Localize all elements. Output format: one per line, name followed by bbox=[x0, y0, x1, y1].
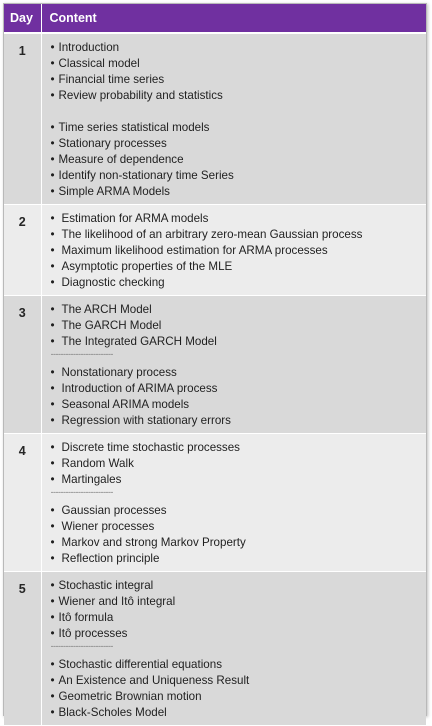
list-item-text: Estimation for ARMA models bbox=[61, 212, 209, 225]
list-item bbox=[51, 152, 423, 168]
day-number: 5 bbox=[4, 572, 41, 726]
list-item-text: Gaussian processes bbox=[61, 504, 167, 517]
bullet-icon: • bbox=[50, 611, 55, 624]
list-item-text: The Integrated GARCH Model bbox=[61, 335, 217, 348]
bullet-icon: • bbox=[50, 658, 55, 671]
bullet-icon: • bbox=[50, 674, 55, 687]
day-number: 2 bbox=[4, 205, 41, 296]
day-number: 3 bbox=[4, 296, 41, 434]
list-item-text: Markov and strong Markov Property bbox=[61, 536, 246, 549]
day-content-cell bbox=[41, 205, 426, 296]
day-content-cell bbox=[41, 296, 426, 434]
course-schedule-table-frame bbox=[3, 3, 427, 719]
list-item-text: Regression with stationary errors bbox=[61, 414, 231, 427]
bullet-icon: • bbox=[50, 121, 55, 134]
bullet-icon: • bbox=[50, 276, 55, 289]
list-item-text: Black-Scholes Model bbox=[58, 706, 167, 719]
day-content-cell bbox=[41, 33, 426, 205]
bullet-icon: • bbox=[50, 89, 55, 102]
list-item bbox=[51, 381, 423, 397]
list-item-text: Seasonal ARIMA models bbox=[61, 398, 190, 411]
list-item-text: Diagnostic checking bbox=[61, 276, 165, 289]
list-item-text: Financial time series bbox=[58, 73, 165, 86]
bullet-icon: • bbox=[50, 504, 55, 517]
table-header-row bbox=[4, 4, 426, 33]
list-item bbox=[51, 535, 423, 551]
list-item-text: Simple ARMA Models bbox=[58, 185, 170, 198]
list-item-text: Random Walk bbox=[61, 457, 134, 470]
group-gap bbox=[51, 104, 423, 120]
list-item-text: Introduction bbox=[58, 41, 120, 54]
header-content: Content bbox=[41, 4, 426, 33]
table-row bbox=[4, 572, 426, 726]
bullet-icon: • bbox=[50, 382, 55, 395]
list-item-text: The ARCH Model bbox=[61, 303, 152, 316]
bullet-icon: • bbox=[50, 441, 55, 454]
bullet-icon: • bbox=[50, 169, 55, 182]
list-item bbox=[51, 413, 423, 429]
list-item-text: Review probability and statistics bbox=[58, 89, 223, 102]
list-item-text: Martingales bbox=[61, 473, 122, 486]
table-row bbox=[4, 205, 426, 296]
topic-group bbox=[51, 40, 423, 104]
bullet-icon: • bbox=[50, 457, 55, 470]
list-item-text: Itô formula bbox=[58, 611, 114, 624]
list-item bbox=[51, 503, 423, 519]
topic-group bbox=[51, 578, 423, 642]
group-separator: ------------------------- bbox=[50, 350, 113, 359]
list-item bbox=[51, 397, 423, 413]
list-item-text: Wiener and Itô integral bbox=[58, 595, 176, 608]
bullet-icon: • bbox=[50, 579, 55, 592]
header-day: Day bbox=[4, 4, 41, 33]
bullet-icon: • bbox=[50, 595, 55, 608]
bullet-icon: • bbox=[50, 57, 55, 70]
list-item-text: Discrete time stochastic processes bbox=[61, 441, 240, 454]
list-item-text: Nonstationary process bbox=[61, 366, 177, 379]
list-item bbox=[51, 626, 423, 642]
list-item bbox=[51, 689, 423, 705]
bullet-icon: • bbox=[50, 398, 55, 411]
table-row bbox=[4, 434, 426, 572]
bullet-icon: • bbox=[50, 137, 55, 150]
list-item-text: Itô processes bbox=[58, 627, 128, 640]
group-separator: ------------------------- bbox=[50, 642, 113, 651]
bullet-icon: • bbox=[50, 552, 55, 565]
list-item bbox=[51, 275, 423, 291]
bullet-icon: • bbox=[50, 244, 55, 257]
bullet-icon: • bbox=[50, 690, 55, 703]
list-item bbox=[51, 594, 423, 610]
list-item bbox=[51, 673, 423, 689]
bullet-icon: • bbox=[50, 473, 55, 486]
list-item bbox=[51, 168, 423, 184]
day-number: 1 bbox=[4, 33, 41, 205]
list-item-text: An Existence and Uniqueness Result bbox=[58, 674, 250, 687]
list-item-text: Wiener processes bbox=[61, 520, 155, 533]
topic-group bbox=[51, 440, 423, 488]
list-item-text: Reflection principle bbox=[61, 552, 160, 565]
bullet-icon: • bbox=[50, 414, 55, 427]
day-content-cell bbox=[41, 572, 426, 726]
list-item-text: Identify non-stationary time Series bbox=[58, 169, 234, 182]
list-item bbox=[51, 72, 423, 88]
bullet-icon: • bbox=[50, 706, 55, 719]
bullet-icon: • bbox=[50, 536, 55, 549]
topic-group bbox=[51, 120, 423, 200]
topic-group bbox=[51, 657, 423, 721]
bullet-icon: • bbox=[50, 41, 55, 54]
list-item bbox=[51, 227, 423, 243]
bullet-icon: • bbox=[50, 335, 55, 348]
list-item-text: Geometric Brownian motion bbox=[58, 690, 202, 703]
list-item bbox=[51, 243, 423, 259]
bullet-icon: • bbox=[50, 185, 55, 198]
table-body bbox=[4, 33, 426, 726]
list-item bbox=[51, 56, 423, 72]
bullet-icon: • bbox=[50, 303, 55, 316]
list-item bbox=[51, 578, 423, 594]
list-item bbox=[51, 440, 423, 456]
list-item-text: Stochastic differential equations bbox=[58, 658, 222, 671]
bullet-icon: • bbox=[50, 627, 55, 640]
day-number: 4 bbox=[4, 434, 41, 572]
list-item-text: Measure of dependence bbox=[58, 153, 184, 166]
list-item bbox=[51, 120, 423, 136]
list-item-text: Classical model bbox=[58, 57, 140, 70]
bullet-icon: • bbox=[50, 212, 55, 225]
table-row bbox=[4, 33, 426, 205]
list-item-text: Stationary processes bbox=[58, 137, 167, 150]
bullet-icon: • bbox=[50, 153, 55, 166]
list-item bbox=[51, 334, 423, 350]
list-item bbox=[51, 302, 423, 318]
topic-group bbox=[51, 503, 423, 567]
bullet-icon: • bbox=[50, 520, 55, 533]
list-item-text: The GARCH Model bbox=[61, 319, 162, 332]
list-item bbox=[51, 259, 423, 275]
list-item bbox=[51, 657, 423, 673]
list-item bbox=[51, 610, 423, 626]
topic-group bbox=[51, 302, 423, 350]
list-item bbox=[51, 472, 423, 488]
list-item bbox=[51, 705, 423, 721]
topic-group bbox=[51, 211, 423, 291]
list-item bbox=[51, 88, 423, 104]
list-item bbox=[51, 211, 423, 227]
list-item-text: Time series statistical models bbox=[58, 121, 210, 134]
list-item bbox=[51, 456, 423, 472]
table-row bbox=[4, 296, 426, 434]
list-item bbox=[51, 365, 423, 381]
day-content-cell bbox=[41, 434, 426, 572]
bullet-icon: • bbox=[50, 319, 55, 332]
list-item-text: Maximum likelihood estimation for ARMA processes bbox=[61, 244, 328, 257]
list-item-text: Asymptotic properties of the MLE bbox=[61, 260, 233, 273]
topic-group bbox=[51, 365, 423, 429]
list-item bbox=[51, 40, 423, 56]
list-item bbox=[51, 184, 423, 200]
list-item-text: Introduction of ARIMA process bbox=[61, 382, 218, 395]
list-item bbox=[51, 318, 423, 334]
list-item-text: The likelihood of an arbitrary zero-mean Gaussian process bbox=[61, 228, 363, 241]
list-item-text: Stochastic integral bbox=[58, 579, 154, 592]
group-separator: ------------------------- bbox=[50, 488, 113, 497]
bullet-icon: • bbox=[50, 228, 55, 241]
list-item bbox=[51, 519, 423, 535]
bullet-icon: • bbox=[50, 73, 55, 86]
bullet-icon: • bbox=[50, 366, 55, 379]
course-schedule-table bbox=[4, 4, 426, 726]
bullet-icon: • bbox=[50, 260, 55, 273]
list-item bbox=[51, 136, 423, 152]
list-item bbox=[51, 551, 423, 567]
